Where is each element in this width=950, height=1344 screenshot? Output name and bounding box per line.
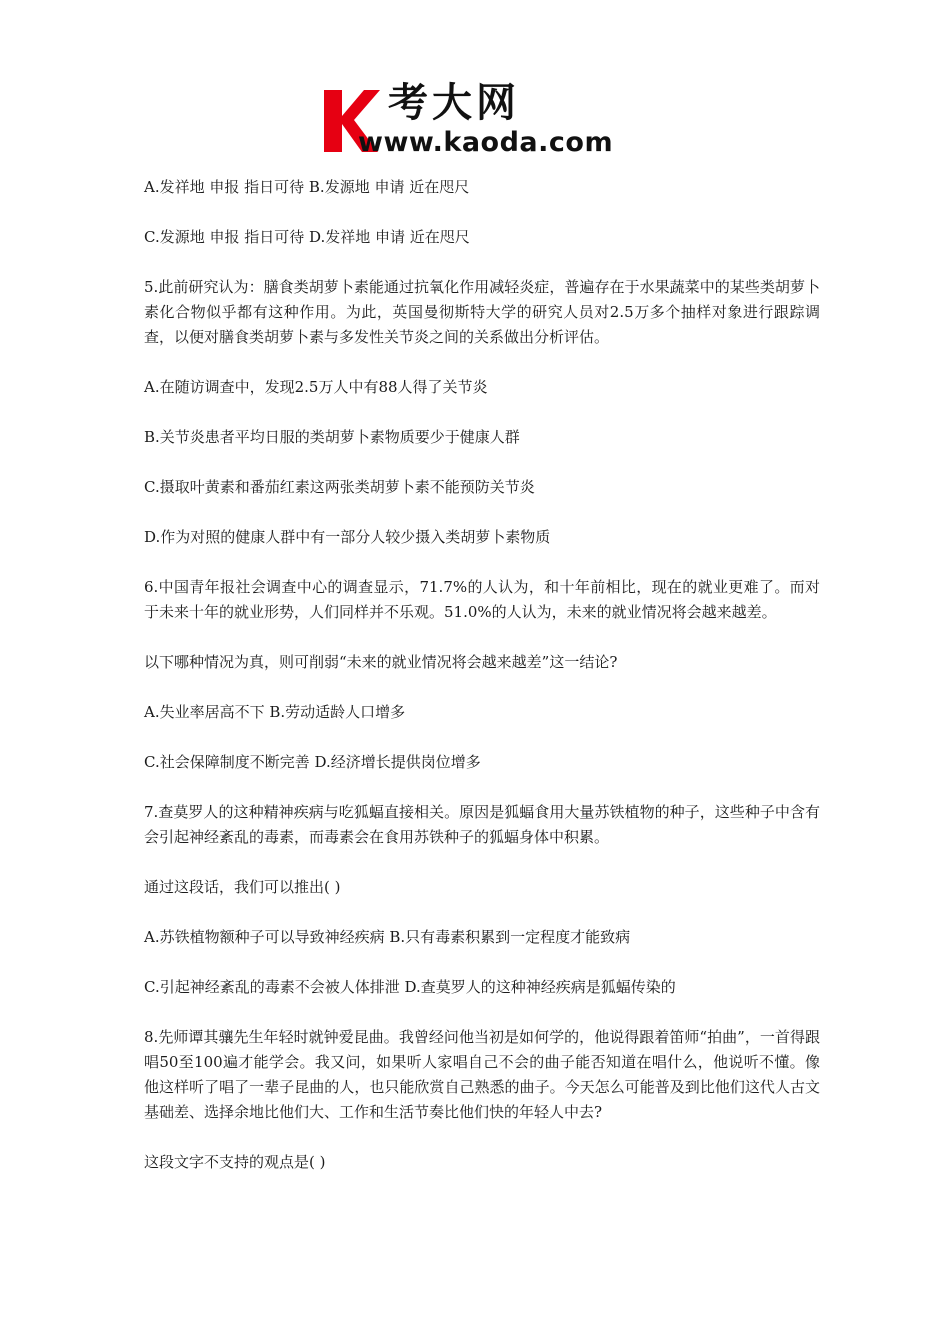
question-stem: 7.查莫罗人的这种精神疾病与吃狐蝠直接相关。原因是狐蝠食用大量苏铁植物的种子，这些种子中含有会引起神经紊乱的毒素，而毒素会在食用苏铁种子的狐蝠身体中积累。 <box>144 803 820 846</box>
option-line: C.摄取叶黄素和番茄红素这两张类胡萝卜素不能预防关节炎 <box>144 478 535 496</box>
question-stem: 5.此前研究认为：膳食类胡萝卜素能通过抗氧化作用减轻炎症，普遍存在于水果蔬菜中的某些类胡萝卜素化合物似乎都有这种作用。为此，英国曼彻斯特大学的研究人员对2.5万多个抽样对象进行跟踪调查，以便对膳食类胡萝卜素与多发性关节炎之间的关系做出分析评估。 <box>144 278 820 346</box>
option-line: C.发源地 申报 指日可待 D.发祥地 申请 近在咫尺 <box>144 228 470 246</box>
kaoda-logo <box>318 82 640 160</box>
question-stem: 6.中国青年报社会调查中心的调查显示，71.7%的人认为，和十年前相比，现在的就业更难了。而对于未来十年的就业形势，人们同样并不乐观。51.0%的人认为，未来的就业情况将会越来越差。 <box>144 578 820 621</box>
option-line: A.在随访调查中，发现2.5万人中有88人得了关节炎 <box>144 378 488 396</box>
question-prompt: 通过这段话，我们可以推出( ) <box>144 878 341 896</box>
option-line: A.发祥地 申报 指日可待 B.发源地 申请 近在咫尺 <box>144 178 470 196</box>
logo-url: www.kaoda.com <box>358 127 614 158</box>
logo-title: 考大网 <box>388 80 520 126</box>
document-body <box>144 175 820 1175</box>
question-stem: 8.先师谭其骧先生年轻时就钟爱昆曲。我曾经问他当初是如何学的，他说得跟着笛师“拍曲”，一首得跟唱50至100遍才能学会。我又问，如果听人家唱自己不会的曲子能否知道在唱什么，他说听不懂。像他这样听了唱了一辈子昆曲的人，也只能欣赏自己熟悉的曲子。今天怎么可能普及到比他们这代人古文基础差、选择余地比他们大、工作和生活节奏比他们快的年轻人中去? <box>144 1028 820 1121</box>
question-prompt: 这段文字不支持的观点是( ) <box>144 1153 326 1171</box>
option-line: B.关节炎患者平均日服的类胡萝卜素物质要少于健康人群 <box>144 428 520 446</box>
option-line: D.作为对照的健康人群中有一部分人较少摄入类胡萝卜素物质 <box>144 528 551 546</box>
option-line: A.苏铁植物额种子可以导致神经疾病 B.只有毒素积累到一定程度才能致病 <box>144 928 631 946</box>
option-line: C.引起神经紊乱的毒素不会被人体排泄 D.查莫罗人的这种神经疾病是狐蝠传染的 <box>144 978 676 996</box>
question-prompt: 以下哪种情况为真，则可削弱“未来的就业情况将会越来越差”这一结论? <box>144 653 618 671</box>
option-line: C.社会保障制度不断完善 D.经济增长提供岗位增多 <box>144 753 481 771</box>
option-line: A.失业率居高不下 B.劳动适龄人口增多 <box>144 703 406 721</box>
